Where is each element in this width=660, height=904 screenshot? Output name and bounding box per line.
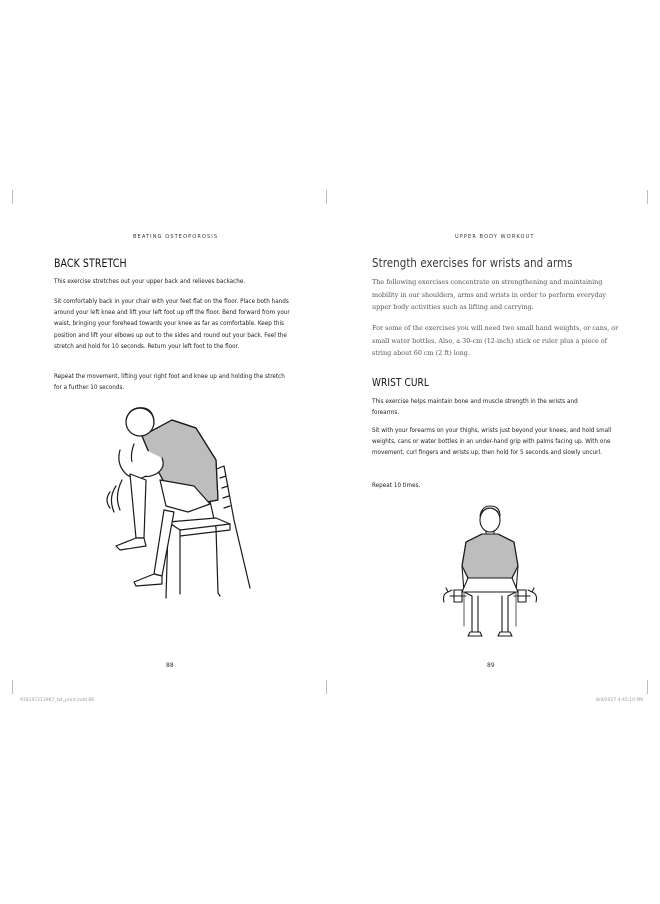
paragraph: Repeat 10 times. <box>372 482 421 489</box>
right-page <box>330 0 660 904</box>
paragraph: This exercise helps maintain bone and muscle strength in the wrists and forearms. <box>372 398 578 417</box>
paragraph: Sit with your forearms on your thighs, wrists just beyond your knees, and hold small weights, cans or water bottles in an under-hand grip with palms facing up. With one movement, curl fingers and wrists up, then hold for 5 seconds and slowly uncurl. <box>372 427 612 457</box>
page-number: 88 <box>166 662 174 669</box>
paragraph: The following exercises concentrate on strengthening and maintaining mobility in our shoulders, arms and wrists in order to perform everyday upper body activities such as lifting and carrying. <box>372 278 607 311</box>
back-stretch-illustration <box>100 388 250 600</box>
section-title: BACK STRETCH <box>54 256 127 270</box>
print-slug: 978147213967_txt_print.indd 88 <box>20 698 95 703</box>
section-subtitle: WRIST CURL <box>372 376 429 389</box>
running-head: BEATING OSTEOPOROSIS <box>133 234 219 240</box>
page-number: 89 <box>487 662 495 669</box>
paragraph: For some of the exercises you will need two small hand weights, or cans, or small water bottles. Also, a 30-cm (12-inch) stick or ruler plus a piece of string about 60 cm (2 ft) long. <box>372 324 619 357</box>
print-slug: 8/4/2017 4:45:10 PM <box>596 698 644 703</box>
paragraph: Sit comfortably back in your chair with your feet flat on the floor. Place both hands around your left knee and lift your left foot up off the floor. Bend forward from your waist, bringing your forehead towards your knee as far as comfortable. Keep this position and lift your elbows up out to the sides and round out your back. Feel the stretch and hold for 10 seconds. Return your left foot to the floor. <box>54 298 290 350</box>
section-title: Strength exercises for wrists and arms <box>372 255 573 270</box>
paragraph: Repeat the movement, lifting your right foot and knee up and holding the stretch for a further 10 seconds. <box>54 373 285 392</box>
wrist-curl-illustration <box>442 500 538 640</box>
running-head: UPPER BODY WORKOUT <box>455 234 535 240</box>
paragraph: This exercise stretches out your upper back and relieves backache. <box>54 278 246 285</box>
